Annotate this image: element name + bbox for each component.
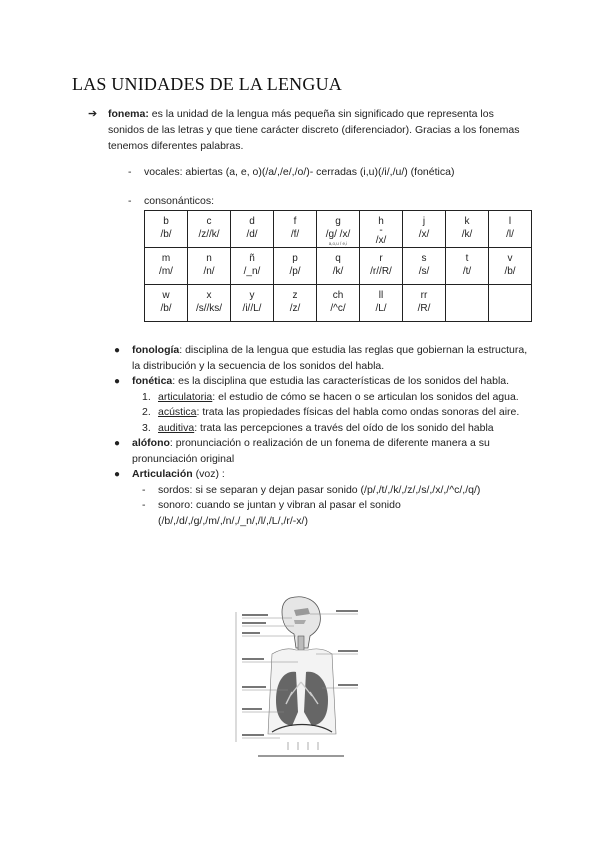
arrow-icon: ➔ [88, 108, 98, 120]
cell-letter: q [335, 253, 341, 264]
table-row [145, 248, 532, 285]
page-title: LAS UNIDADES DE LA LENGUA [72, 74, 342, 94]
table-cell [188, 248, 231, 285]
table-cell [188, 285, 231, 322]
cell-phoneme: /b/ [160, 303, 172, 314]
list-number: 2. [142, 406, 151, 418]
table-cell [274, 248, 317, 285]
fonologia-text: : disciplina de la lengua que estudia las reglas que gobiernan la estructura, la distribución y la secuencia de los sonidos del habla. [132, 344, 528, 372]
fonetica-text: : es la disciplina que estudia las características de los sonidos del habla. [172, 375, 510, 387]
cell-letter: c [206, 216, 212, 227]
bullet-icon: ● [114, 376, 121, 387]
respiratory-system-figure [232, 592, 368, 762]
cell-letter: w [162, 290, 170, 301]
fonema-definition [88, 106, 528, 154]
cell-phoneme: /L/ [375, 303, 387, 314]
sonoro-text: sonoro: cuando se juntan y vibran al pasar el sonido (/b/,/d/,/g/,/m/,/n/,/_n/,/l/,/L/,/r/-x/) [158, 499, 401, 527]
dash-marker: - [142, 499, 146, 511]
cell-phoneme: /g/ /x/ [325, 229, 351, 240]
oral-cavity [294, 620, 306, 624]
left-label-text [242, 614, 268, 736]
table-cell [317, 248, 360, 285]
cell-letter: t [465, 253, 469, 264]
cell-phoneme: /k/ [332, 266, 344, 277]
table-cell [360, 285, 403, 322]
vocales-item [128, 164, 454, 180]
table-row [145, 211, 532, 248]
table-cell [403, 248, 446, 285]
table-cell [360, 248, 403, 285]
cell-phoneme: /R/ [417, 303, 431, 314]
auditiva-text: : trata las percepciones a través del oído de los sonido del habla [194, 421, 494, 434]
fonetica-term: fonética [132, 375, 173, 387]
sub-item-auditiva [112, 421, 532, 437]
dash-marker: - [128, 195, 132, 207]
table-row [145, 285, 532, 322]
definitions-list [112, 343, 532, 529]
list-item-articulacion [112, 467, 532, 483]
cell-phoneme: /s/ [418, 266, 430, 277]
cell-phoneme: /z/ [289, 303, 301, 314]
bullet-icon: ● [114, 345, 121, 356]
cell-letter: r [379, 253, 383, 264]
figure-caption [258, 755, 344, 757]
articulacion-text: (voz) : [192, 468, 225, 480]
cell-phoneme: /r//R/ [370, 266, 392, 277]
cell-phoneme: /z//k/ [198, 229, 220, 240]
list-item-alofono [112, 436, 532, 467]
cell-note: a,o,u / e,i [328, 241, 348, 246]
cell-letter: b [163, 216, 169, 227]
list-number: 1. [142, 390, 151, 403]
cell-letter: x [206, 290, 212, 301]
cell-letter: s [421, 253, 427, 264]
cell-phoneme: /b/ [160, 229, 172, 240]
cell-phoneme: /p/ [289, 266, 301, 277]
cell-letter: l [508, 216, 512, 227]
cell-letter: z [292, 290, 298, 301]
articulatoria-text: : el estudio de cómo se hacen o se articulan los sonidos del agua. [212, 390, 519, 403]
table-cell [145, 285, 188, 322]
alofono-text: : pronunciación o realización de un fonema de diferente manera a su pronunciación original [132, 437, 490, 465]
fonema-term: fonema: [108, 108, 149, 120]
cell-phoneme: /m/ [159, 266, 173, 277]
cell-letter: ll [378, 290, 384, 301]
fonema-text: es la unidad de la lengua más pequeña sin significado que representa los sonidos de las letras y que tiene carácter discreto (diferenciador). Gracias a los fonemas tenemos diferentes palabras. [108, 108, 520, 152]
cell-phoneme: /f/ [290, 229, 300, 240]
table-cell [274, 285, 317, 322]
sub-item-acustica [112, 405, 532, 421]
list-item-fonologia [112, 343, 532, 374]
vocales-text: vocales: abiertas (a, e, o)(/a/,/e/,/o/)- cerradas (i,u)(/i/,/u/) (fonética) [144, 166, 455, 178]
cell-letter: k [464, 216, 470, 227]
table-cell [446, 248, 489, 285]
articulacion-term: Articulación [132, 468, 193, 480]
cell-letter: g [335, 216, 341, 227]
table-cell [145, 211, 188, 248]
cell-phoneme: /k/ [461, 229, 473, 240]
consonanticos-item [128, 193, 214, 209]
table-cell [489, 285, 532, 322]
table-cell [489, 248, 532, 285]
cell-letter: j [422, 216, 426, 227]
table-cell [317, 285, 360, 322]
bullet-icon: ● [114, 438, 121, 449]
dash-marker: - [128, 166, 132, 178]
table-cell [231, 285, 274, 322]
sub-item-sordos [112, 483, 532, 499]
sordos-text: sordos: si se separan y dejan pasar sonido (/p/,/t/,/k/,/z/,/s/,/x/,/^c/,/q/) [158, 483, 481, 496]
cell-phoneme: /^c/ [330, 303, 346, 314]
table-cell [403, 211, 446, 248]
table-cell [446, 285, 489, 322]
cell-letter: ñ [249, 253, 255, 264]
bullet-icon: ● [114, 469, 121, 480]
cell-letter: y [249, 290, 255, 301]
cell-phoneme: /d/ [246, 229, 258, 240]
cell-phoneme: /_n/ [243, 266, 261, 277]
table-cell [231, 211, 274, 248]
table-cell [446, 211, 489, 248]
cell-phoneme: /l/ [506, 229, 514, 240]
table-cell [489, 211, 532, 248]
table-cell [360, 211, 403, 248]
table-cell [145, 248, 188, 285]
acustica-term: acústica [158, 406, 197, 418]
cell-letter: m [161, 253, 171, 264]
cell-letter: p [292, 253, 298, 264]
cell-phoneme: /s//ks/ [195, 303, 223, 314]
cell-macron: - [379, 225, 383, 236]
cell-phoneme: /n/ [203, 266, 215, 277]
table-cell [403, 285, 446, 322]
table-cell [274, 211, 317, 248]
cell-letter: ch [332, 290, 344, 301]
cell-letter: n [206, 253, 212, 264]
respiratory-diagram [232, 592, 368, 762]
alofono-term: alófono [132, 437, 170, 449]
cell-letter: f [293, 216, 297, 227]
articulatoria-term: articulatoria [158, 390, 213, 403]
acustica-text: : trata las propiedades físicas del habla como ondas sonoras del aire. [196, 406, 520, 418]
cell-letter: h [378, 216, 384, 227]
sub-item-articulatoria [112, 390, 532, 406]
consonanticos-label: consonánticos: [144, 195, 215, 207]
list-number: 3. [142, 421, 151, 434]
cell-phoneme: /x/ [375, 235, 387, 246]
cell-letter: d [249, 216, 255, 227]
table-cell [317, 211, 360, 248]
list-item-fonetica [112, 374, 532, 390]
cell-phoneme: /t/ [462, 266, 472, 277]
dash-marker: - [142, 483, 146, 496]
airflow-arrows [288, 742, 318, 750]
sub-item-sonoro [112, 498, 532, 529]
cell-letter: rr [420, 290, 428, 301]
table-cell [188, 211, 231, 248]
right-label-text [336, 610, 358, 686]
table-cell [231, 248, 274, 285]
fonologia-term: fonología [132, 344, 180, 356]
consonant-table [144, 210, 532, 322]
cell-phoneme: /b/ [504, 266, 516, 277]
cell-letter: v [507, 253, 513, 264]
cell-phoneme: /i//L/ [242, 303, 262, 314]
auditiva-term: auditiva [158, 421, 195, 434]
cell-phoneme: /x/ [418, 229, 430, 240]
